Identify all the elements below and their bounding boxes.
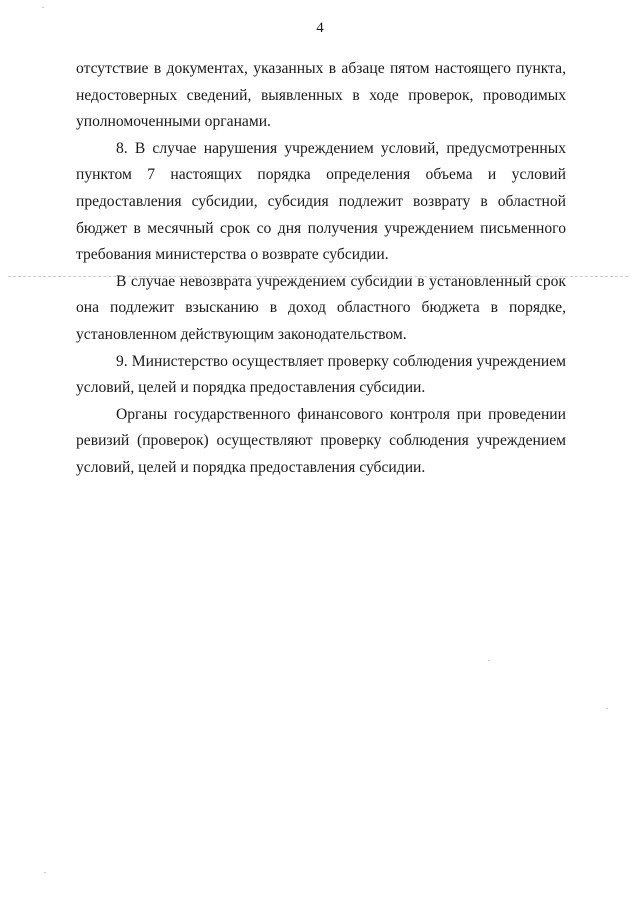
paragraph-9: 9. Министерство осуществляет проверку соблюдения учреждением условий, целей и порядка предоставления субсидии. [76,352,566,397]
scan-speck [42,7,44,8]
scan-speck [44,872,46,873]
page-number: 4 [316,20,324,36]
document-body [76,56,566,482]
paragraph-9-financial-control: Органы государственного финансового контроля при проведении ревизий (проверок) осуществляют проверку соблюдения учреждением условий, целей и порядка предоставления субсидии. [76,405,566,476]
paragraph-8: 8. В случае нарушения учреждением условий, предусмотренных пунктом 7 настоящих порядка определения объема и условий предоставления субсидии, субсидия подлежит возврату в областной бюджет в месячный срок со дня получения учреждением письменного требования министерства о возврате субсидии. [76,139,566,264]
paragraph-8-non-return: В случае невозврата учреждением субсидии в установленный срок она подлежит взысканию в доход областного бюджета в порядке, установленном действующим законодательством. [76,272,566,343]
paragraph-continuation: отсутствие в документах, указанных в абзаце пятом настоящего пункта, недостоверных сведений, выявленных в ходе проверок, проводимых уполномоченными органами. [76,60,566,131]
scan-speck [488,660,490,661]
scan-speck [606,708,608,709]
